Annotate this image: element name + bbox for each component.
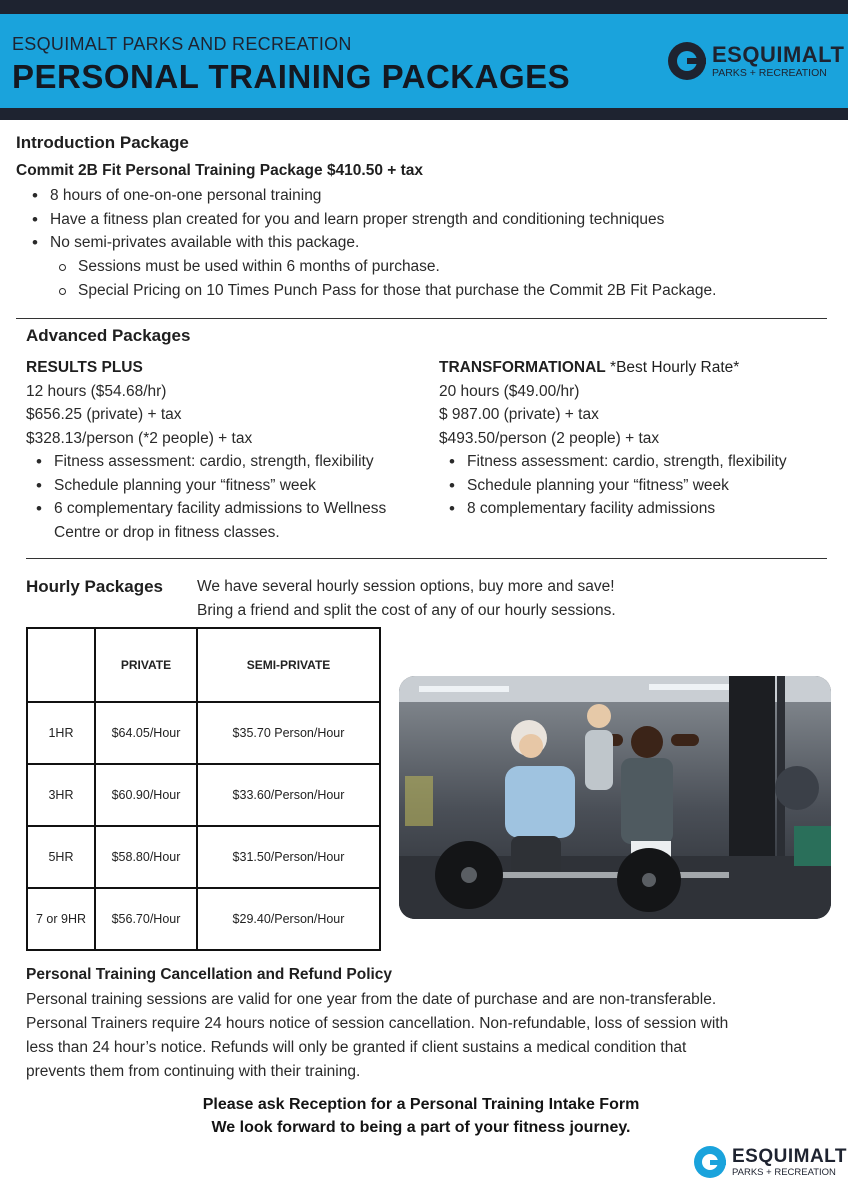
policy-heading: Personal Training Cancellation and Refund Policy — [26, 966, 393, 983]
policy-body — [26, 988, 728, 1084]
table-cell: $31.50/Person/Hour — [197, 826, 380, 888]
top-dark-bar — [0, 0, 848, 14]
list-item: • 6 complementary facility admissions to Wellness Centre or drop in fitness classes. — [30, 497, 394, 544]
gym-training-photo — [399, 676, 831, 919]
policy-line: Personal Trainers require 24 hours notice of session cancellation. Non-refundable, loss of session with — [26, 1015, 729, 1032]
results-plus-hours: 12 hours ($54.68/hr) — [26, 382, 167, 400]
policy-line: prevents them from continuing with their training. — [26, 1063, 361, 1080]
list-item: • Schedule planning your “fitness” week — [443, 474, 839, 498]
transformational-name: TRANSFORMATIONAL — [439, 359, 606, 376]
list-item: • 8 complementary facility admissions — [443, 497, 839, 521]
hourly-desc-line: Bring a friend and split the cost of any of our hourly sessions. — [197, 602, 616, 619]
table-cell: $29.40/Person/Hour — [197, 888, 380, 950]
results-plus-name: RESULTS PLUS — [26, 359, 143, 376]
table-row — [27, 764, 380, 826]
logo-tagline: PARKS + RECREATION — [732, 1166, 836, 1178]
page-title: PERSONAL TRAINING PACKAGES — [12, 58, 571, 95]
list-item: • Have a fitness plan created for you and learn proper strength and conditioning techniques — [26, 208, 664, 232]
table-header-row — [27, 628, 380, 702]
results-plus-column — [26, 356, 426, 544]
logo-wordmark: ESQUIMALT — [732, 1145, 847, 1167]
table-header-cell: SEMI-PRIVATE — [197, 628, 380, 702]
list-item: • Fitness assessment: cardio, strength, flexibility — [443, 450, 839, 474]
table-cell: $60.90/Hour — [95, 764, 197, 826]
transformational-per-person-price: $493.50/person (2 people) + tax — [439, 429, 660, 447]
table-header-cell — [27, 628, 95, 702]
policy-line: less than 24 hour’s notice. Refunds will only be granted if client sustains a medical condition that — [26, 1039, 687, 1056]
hourly-description — [197, 575, 616, 623]
list-item: • No semi-privates available with this package. — [26, 231, 664, 255]
table-cell: $33.60/Person/Hour — [197, 764, 380, 826]
list-item: • Fitness assessment: cardio, strength, flexibility — [30, 450, 426, 474]
intro-bullets — [26, 184, 664, 255]
transformational-bullets — [443, 450, 839, 521]
table-cell: $35.70 Person/Hour — [197, 702, 380, 764]
list-item: Special Pricing on 10 Times Punch Pass for those that purchase the Commit 2B Fit Package. — [26, 279, 716, 303]
esquimalt-e-logo-icon — [694, 1146, 726, 1178]
table-header-cell: PRIVATE — [95, 628, 197, 702]
results-plus-private-price: $656.25 (private) + tax — [26, 406, 182, 423]
list-item: • Schedule planning your “fitness” week — [30, 474, 426, 498]
table-cell: $56.70/Hour — [95, 888, 197, 950]
table-row — [27, 702, 380, 764]
table-cell: $58.80/Hour — [95, 826, 197, 888]
intro-package-line: Commit 2B Fit Personal Training Package $410.50 + tax — [16, 162, 424, 179]
advanced-heading: Advanced Packages — [26, 326, 191, 345]
logo-tagline: PARKS + RECREATION — [712, 66, 827, 79]
results-plus-per-person-price: $328.13/person (*2 people) + tax — [26, 429, 253, 447]
results-plus-bullets — [30, 450, 426, 544]
logo-wordmark: ESQUIMALT — [712, 41, 845, 67]
divider — [26, 558, 827, 559]
best-rate-note: *Best Hourly Rate* — [605, 359, 740, 376]
table-cell: 5HR — [27, 826, 95, 888]
table-cell: 3HR — [27, 764, 95, 826]
table-cell: 7 or 9HR — [27, 888, 95, 950]
closing-line-journey: We look forward to being a part of your fitness journey. — [211, 1119, 631, 1136]
table-cell: 1HR — [27, 702, 95, 764]
esquimalt-logo — [668, 42, 844, 80]
transformational-hours: 20 hours ($49.00/hr) — [439, 382, 580, 400]
header-subtitle: ESQUIMALT PARKS AND RECREATION — [12, 34, 352, 54]
hourly-desc-line: We have several hourly session options, buy more and save! — [197, 578, 615, 595]
transformational-private-price: $ 987.00 (private) + tax — [439, 406, 599, 423]
divider — [16, 318, 827, 319]
header-bottom-bar — [0, 108, 848, 120]
table-row — [27, 826, 380, 888]
transformational-column — [439, 356, 839, 521]
intro-heading: Introduction Package — [16, 133, 189, 152]
esquimalt-e-logo-icon — [668, 42, 706, 80]
table-cell: $64.05/Hour — [95, 702, 197, 764]
policy-line: Personal training sessions are valid for one year from the date of purchase and are non-transferable. — [26, 991, 717, 1008]
esquimalt-footer-logo — [694, 1146, 847, 1178]
hourly-price-table — [26, 627, 381, 951]
table-row — [27, 888, 380, 950]
list-item: Sessions must be used within 6 months of purchase. — [26, 255, 716, 279]
list-item: • 8 hours of one-on-one personal training — [26, 184, 664, 208]
gym-photo-illustration — [399, 676, 831, 919]
closing-line-intake-form: Please ask Reception for a Personal Training Intake Form — [202, 1096, 640, 1113]
intro-sub-bullets — [26, 255, 716, 302]
hourly-heading: Hourly Packages — [26, 577, 164, 596]
